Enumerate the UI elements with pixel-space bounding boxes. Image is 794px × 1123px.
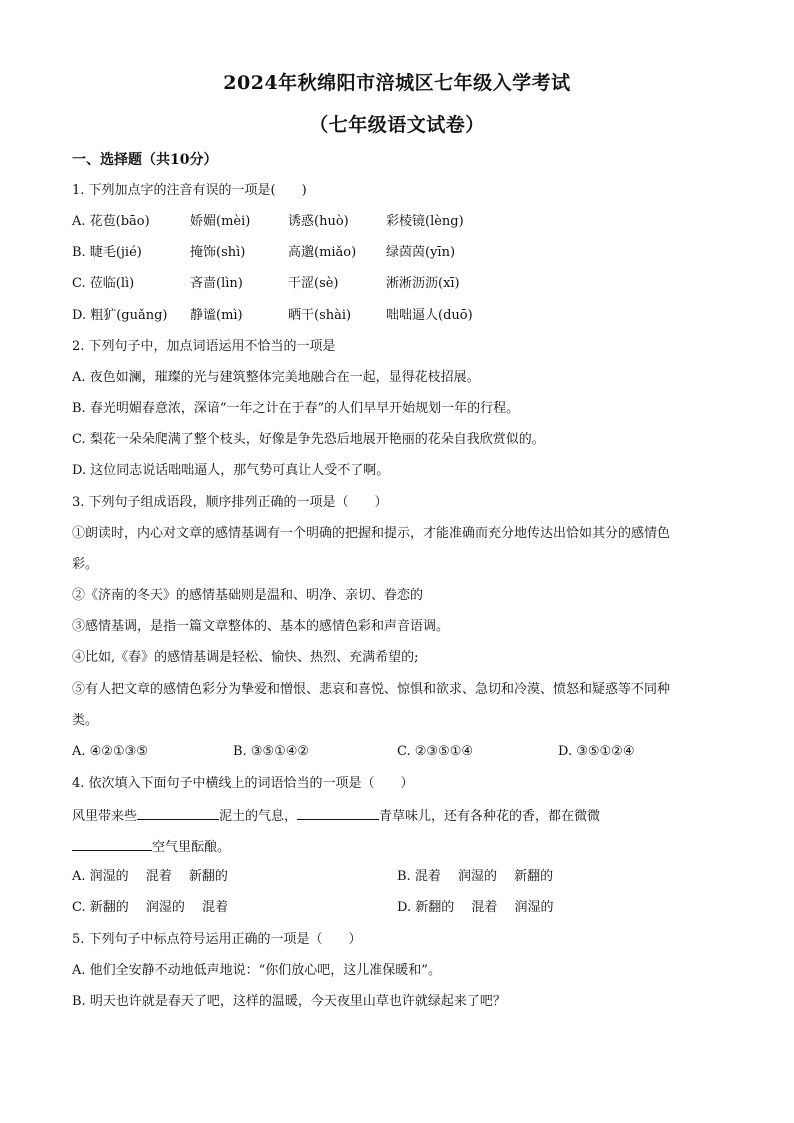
q3-sentence-3: ③感情基调，是指一篇文章整体的、基本的感情色彩和声音语调。 — [72, 619, 450, 634]
q3-option-c: C. ②③⑤①④ — [397, 744, 474, 759]
q1-word: 淅淅沥沥(xī) — [386, 276, 460, 291]
q3-sentence-2: ②《济南的冬天》的感情基础则是温和、明净、亲切、眷恋的 — [72, 588, 424, 603]
q1-word: 静谧(mì) — [190, 308, 243, 323]
q3-sentence-1: ①朗读时，内心对文章的感情基调有一个明确的把握和提示，才能准确而充分地传达出恰如其分的感情色 — [72, 526, 671, 541]
q3-sentence-4: ④比如,《春》的感情基调是轻松、愉快、热烈、充满希望的; — [72, 650, 419, 665]
q2-option-a: A. 夜色如澜，璀璨的光与建筑整体完美地融合在一起，显得花枝招展。 — [72, 370, 480, 385]
section-heading: 一、选择题（共10分） — [72, 152, 218, 168]
q4-passage-line-1 — [72, 805, 600, 827]
q1-option-b: B. 睫毛(jié) — [72, 245, 142, 260]
q4-option-d: D. 新翻的 混着 润湿的 — [397, 900, 554, 915]
q1-word: 高邈(miǎo) — [288, 245, 357, 260]
answer-blank — [297, 805, 379, 820]
exam-title: 2024年秋绵阳市涪城区七年级入学考试 — [223, 72, 571, 94]
q4-passage-line-2 — [72, 836, 230, 858]
exam-subtitle: （七年级语文试卷） — [309, 114, 485, 136]
q1-word: 咄咄逼人(duō) — [386, 308, 473, 323]
q5-option-b: B. 明天也许就是春天了吧，这样的温暖，今天夜里山草也许就绿起来了吧？ — [72, 994, 506, 1009]
q1-word: 吝啬(lìn) — [190, 276, 243, 291]
q2-option-b: B. 春光明媚春意浓，深谙“一年之计在于春”的人们早早开始规划一年的行程。 — [72, 401, 520, 416]
q4-option-b: B. 混着 润湿的 新翻的 — [397, 869, 554, 884]
q1-word: 干涩(sè) — [288, 276, 339, 291]
q4-option-c: C. 新翻的 润湿的 混着 — [72, 900, 229, 915]
q1-option-a: A. 花苞(bāo) — [72, 214, 150, 229]
q4-passage-text: 空气里酝酿。 — [152, 840, 231, 855]
q1-word: 诱惑(huò) — [288, 214, 349, 229]
q2-option-c: C. 梨花一朵朵爬满了整个枝头，好像是争先恐后地展开艳丽的花朵自我欣赏似的。 — [72, 432, 545, 447]
q3-stem: 3. 下列句子组成语段，顺序排列正确的一项是（ ） — [72, 495, 388, 510]
q1-option-d: D. 粗犷(guǎng) — [72, 308, 168, 323]
q1-word: 晒干(shài) — [288, 308, 352, 323]
q4-passage-text: 泥土的气息， — [219, 809, 298, 824]
q2-option-d: D. 这位同志说话咄咄逼人，那气势可真让人受不了啊。 — [72, 463, 390, 478]
q5-stem: 5. 下列句子中标点符号运用正确的一项是（ ） — [72, 932, 362, 947]
q4-option-a: A. 润湿的 混着 新翻的 — [72, 869, 228, 884]
q1-stem: 1. 下列加点字的注音有误的一项是( ) — [72, 183, 307, 198]
q3-option-b: B. ③⑤①④② — [233, 744, 310, 759]
q1-word: 娇媚(mèi) — [190, 214, 251, 229]
q4-passage-text: 风里带来些 — [72, 809, 138, 824]
q3-sentence-5: ⑤有人把文章的感情色彩分为挚爱和憎恨、悲哀和喜悦、惊惧和欲求、急切和冷漠、愤怒和疑惑等不同种 — [72, 682, 671, 697]
answer-blank — [137, 805, 219, 820]
q1-word: 绿茵茵(yīn) — [386, 245, 456, 260]
answer-blank — [72, 836, 152, 851]
q3-option-d: D. ③⑤①②④ — [558, 744, 635, 759]
q3-sentence-5-cont: 类。 — [72, 713, 99, 728]
q3-sentence-1-cont: 彩。 — [72, 557, 99, 572]
q4-stem: 4. 依次填入下面句子中横线上的词语恰当的一项是（ ） — [72, 776, 414, 791]
q5-option-a: A. 他们全安静不动地低声地说：“你们放心吧，这儿准保暖和”。 — [72, 963, 441, 978]
q3-option-a: A. ④②①③⑤ — [72, 744, 148, 759]
q4-passage-text: 青草味儿，还有各种花的香，都在微微 — [379, 809, 601, 824]
q2-stem: 2. 下列句子中，加点词语运用不恰当的一项是 — [72, 339, 336, 354]
q1-option-c: C. 莅临(lì) — [72, 276, 135, 291]
q1-word: 彩棱镜(lèng) — [386, 214, 464, 229]
q1-word: 掩饰(shì) — [190, 245, 246, 260]
